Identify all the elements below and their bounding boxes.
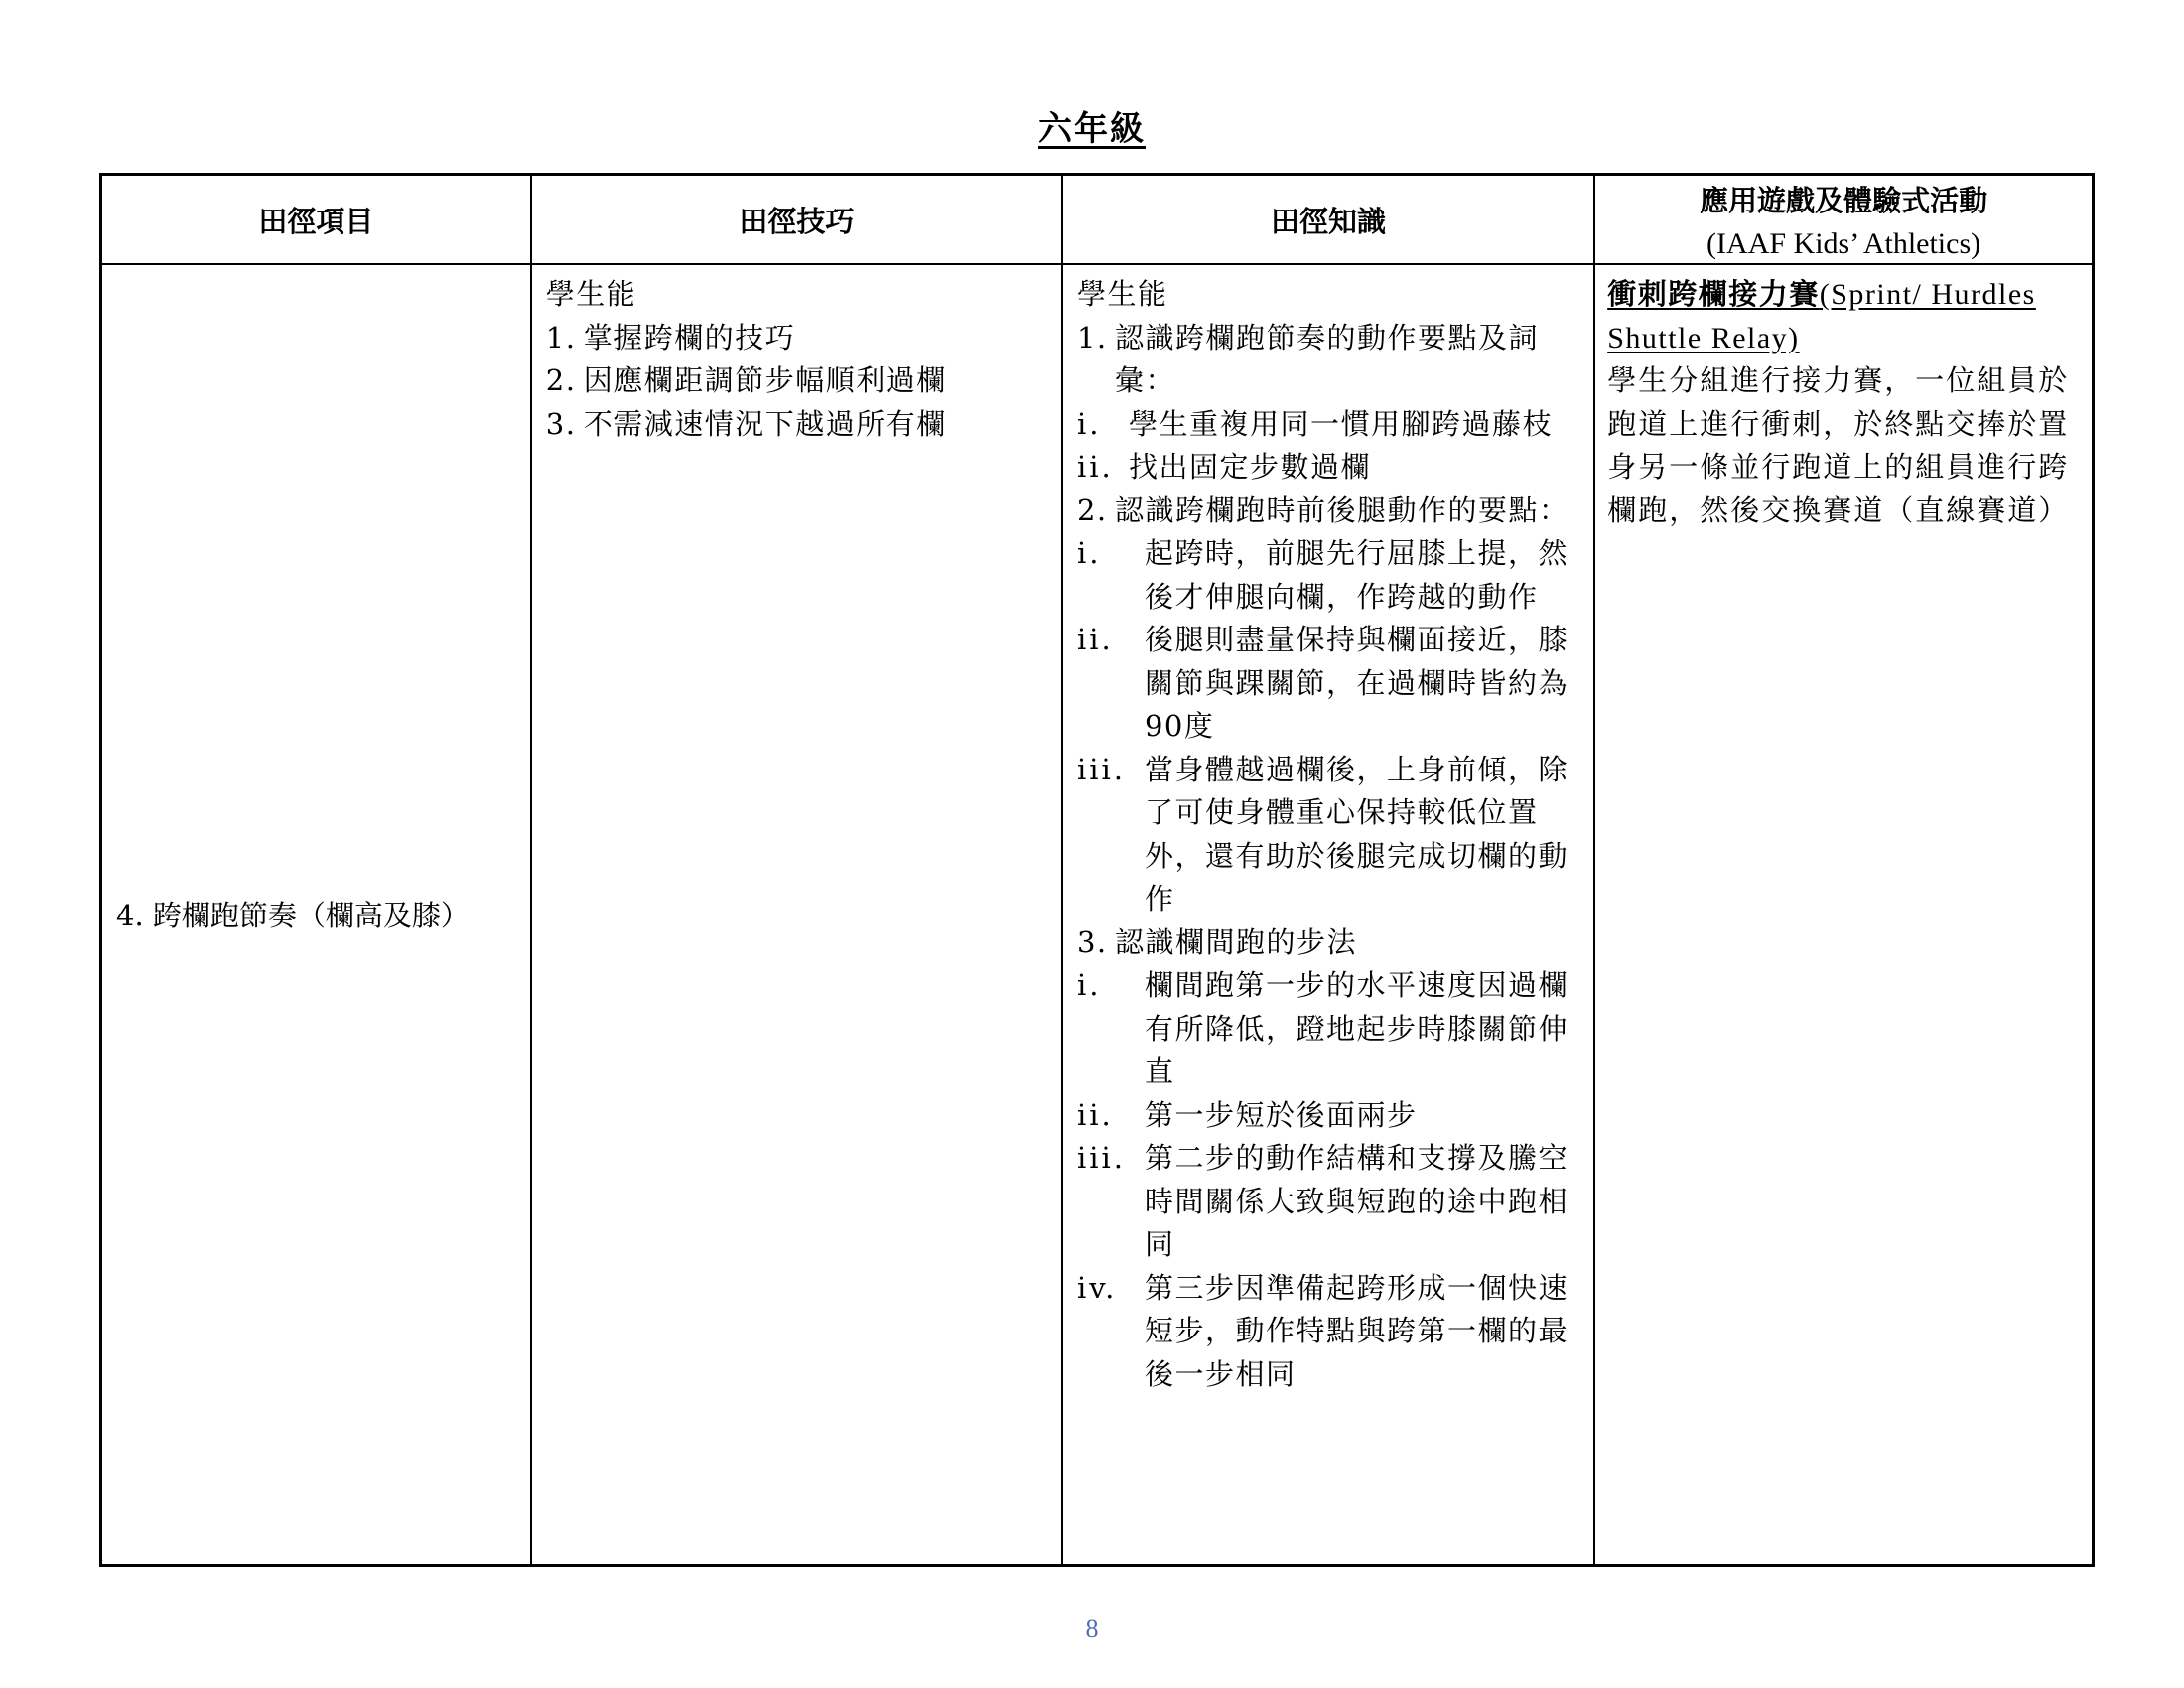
curriculum-table <box>99 173 2095 1567</box>
knowledge-sub-item: ii. 後腿則盡量保持與欄面接近，膝關節與踝關節，在過欄時皆約為90度 <box>1076 623 1569 743</box>
header-activity-title: 應用遊戲及體驗式活動 <box>1700 183 1988 217</box>
activity-title-zh: 衝刺跨欄接力賽 <box>1607 277 1820 311</box>
knowledge-cell <box>1062 264 1594 1565</box>
knowledge-sub-item: i. 起跨時，前腿先行屈膝上提，然後才伸腿向欄，作跨越的動作 <box>1076 536 1569 614</box>
header-knowledge: 田徑知識 <box>1062 175 1594 265</box>
page-number: 8 <box>1085 1615 1099 1643</box>
header-activity <box>1594 175 2093 265</box>
event-cell: 4. 跨欄跑節奏（欄高及膝） <box>101 264 531 1565</box>
knowledge-group: 1. 認識跨欄跑節奏的動作要點及詞彙： <box>1076 320 1539 397</box>
header-skills: 田徑技巧 <box>531 175 1062 265</box>
table-header-row <box>101 175 2094 265</box>
activity-cell <box>1594 264 2093 1565</box>
knowledge-sub-item: iv. 第三步因準備起跨形成一個快速短步，動作特點與跨第一欄的最後一步相同 <box>1076 1270 1569 1391</box>
activity-description: 學生分組進行接力賽，一位組員於跑道上進行衝刺，於終點交捧於置身另一條並行跑道上的組員進行跨欄跑，然後交換賽道（直線賽道） <box>1607 363 2070 527</box>
header-activity-subtitle: (IAAF Kids’ Athletics) <box>1706 226 1981 260</box>
knowledge-sub-item: i. 欄間跑第一步的水平速度因過欄有所降低，蹬地起步時膝關節伸直 <box>1076 968 1569 1088</box>
knowledge-sub-item: ii. 第一步短於後面兩步 <box>1076 1097 1418 1132</box>
skills-item: 3. 不需減速情況下越過所有欄 <box>545 406 947 441</box>
skills-cell <box>531 264 1062 1565</box>
skills-item: 2. 因應欄距調節步幅順利過欄 <box>545 363 947 397</box>
knowledge-intro: 學生能 <box>1076 277 1168 311</box>
activity-title <box>1607 273 2082 359</box>
header-event: 田徑項目 <box>101 175 531 265</box>
knowledge-sub-item: iii. 第二步的動作結構和支撐及騰空時間關係大致與短跑的途中跑相同 <box>1076 1141 1569 1261</box>
activity-title-en: (Sprint/ Hurdles Shuttle Relay) <box>1607 278 2036 354</box>
page-title: 六年級 <box>1038 109 1146 149</box>
knowledge-group: 2. 認識跨欄跑時前後腿動作的要點： <box>1076 492 1570 527</box>
skills-intro: 學生能 <box>545 277 637 311</box>
knowledge-group: 3. 認識欄間跑的步法 <box>1076 924 1357 959</box>
skills-item: 1. 掌握跨欄的技巧 <box>545 320 796 354</box>
knowledge-sub-item: iii. 當身體越過欄後，上身前傾，除了可使身體重心保持較低位置外，還有助於後腿完成切欄的動作 <box>1076 752 1569 915</box>
table-row <box>101 264 2094 1565</box>
knowledge-sub-item: i. 學生重複用同一慣用腳跨過藤枝 <box>1076 406 1553 441</box>
knowledge-sub-item: ii. 找出固定步數過欄 <box>1076 450 1371 484</box>
